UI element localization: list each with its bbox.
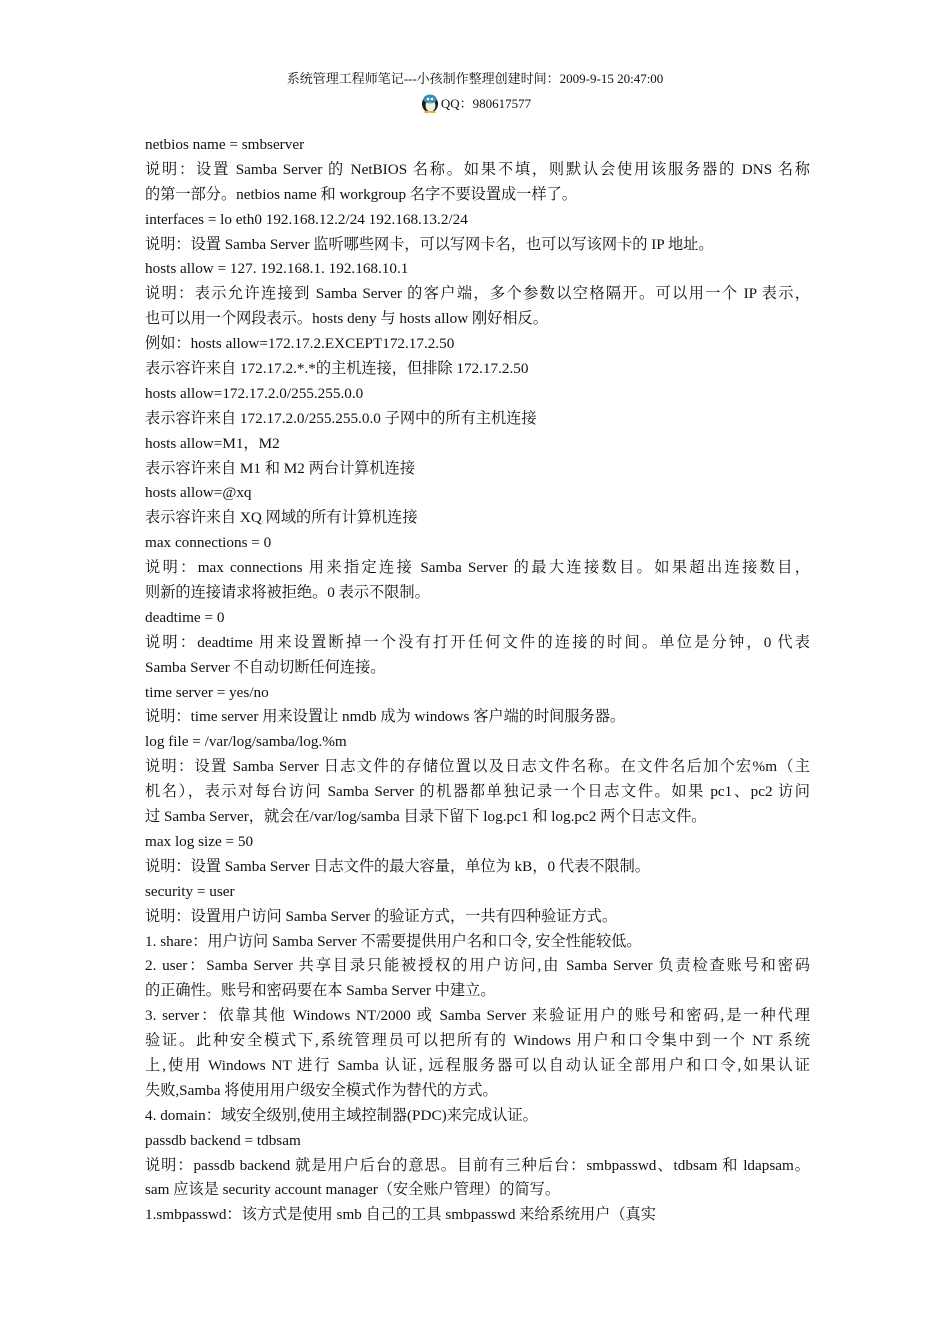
- text-line: 失败,Samba 将使用用户级安全模式作为替代的方式。: [145, 1081, 498, 1099]
- text-line: 表示容许来自 172.17.2.*.*的主机连接，但排除 172.17.2.50: [145, 360, 529, 378]
- text-line: sam 应该是 security account manager（安全账户管理）的简写。: [145, 1181, 561, 1199]
- text-line: 2. user：Samba Server 共享目录只能被授权的用户访问,由 Samba Server 负责检查账号和密码: [145, 957, 810, 975]
- text-line: 说明：max connections 用来指定连接 Samba Server 的最大连接数目。如果超出连接数目，: [145, 559, 810, 577]
- text-line: 说明：time server 用来设置让 nmdb 成为 windows 客户端的时间服务器。: [145, 708, 626, 726]
- text-line: security = user: [145, 882, 235, 900]
- document-body: [145, 133, 810, 1228]
- text-line: 的正确性。账号和密码要在本 Samba Server 中建立。: [145, 982, 496, 1000]
- text-line: max log size = 50: [145, 832, 254, 850]
- text-line: 说明：设置 Samba Server 的 NetBIOS 名称。如果不填，则默认会使用该服务器的 DNS 名称: [145, 160, 810, 178]
- text-line: 机名），表示对每台访问 Samba Server 的机器都单独记录一个日志文件。如果 pc1、pc2 访问: [145, 783, 810, 801]
- text-line: 上,使用 Windows NT 进行 Samba 认证, 远程服务器可以自动认证全部用户和口令,如果认证: [145, 1056, 810, 1074]
- text-line: hosts allow = 127. 192.168.1. 192.168.10.1: [145, 260, 409, 278]
- text-line: passdb backend = tdbsam: [145, 1131, 301, 1149]
- text-line: 3. server：依靠其他 Windows NT/2000 或 Samba Server 来验证用户的账号和密码,是一种代理: [145, 1007, 810, 1025]
- text-line: 说明：设置 Samba Server 日志文件的存储位置以及日志文件名称。在文件名后加个宏%m（主: [145, 758, 810, 776]
- text-line: time server = yes/no: [145, 683, 269, 701]
- text-line: max connections = 0: [145, 534, 272, 552]
- text-line: netbios name = smbserver: [145, 136, 305, 153]
- text-line: 则新的连接请求将被拒绝。0 表示不限制。: [145, 584, 430, 602]
- text-line: 4. domain：域安全级别,使用主域控制器(PDC)来完成认证。: [145, 1106, 538, 1124]
- text-line: deadtime = 0: [145, 608, 225, 626]
- text-line: 说明：设置 Samba Server 日志文件的最大容量，单位为 kB，0 代表不限制。: [145, 857, 650, 875]
- text-line: 过 Samba Server，就会在/var/log/samba 目录下留下 log.pc1 和 log.pc2 两个日志文件。: [145, 808, 707, 826]
- text-line: Samba Server 不自动切断任何连接。: [145, 658, 386, 676]
- text-line: 的第一部分。netbios name 和 workgroup 名字不要设置成一样了。: [145, 185, 577, 203]
- text-line: interfaces = lo eth0 192.168.12.2/24 192.168.13.2/24: [145, 210, 468, 228]
- text-line: hosts allow=172.17.2.0/255.255.0.0: [145, 384, 364, 402]
- text-line: 表示容许来自 M1 和 M2 两台计算机连接: [145, 459, 416, 477]
- text-line: 表示容许来自 172.17.2.0/255.255.0.0 子网中的所有主机连接: [145, 409, 537, 427]
- qq-number: QQ：980617577: [440, 96, 532, 111]
- qq-line: [0, 92, 950, 114]
- text-line: 说明：passdb backend 就是用户后台的意思。目前有三种后台：smbpasswd、tdbsam 和 ldapsam。: [145, 1156, 810, 1174]
- text-line: 表示容许来自 XQ 网域的所有计算机连接: [145, 509, 418, 527]
- text-line: log file = /var/log/samba/log.%m: [145, 733, 347, 751]
- text-line: 说明：设置 Samba Server 监听哪些网卡，可以写网卡名，也可以写该网卡的 IP 地址。: [145, 235, 714, 253]
- text-line: 说明：设置用户访问 Samba Server 的验证方式，一共有四种验证方式。: [145, 907, 618, 925]
- text-line: hosts allow=@xq: [145, 484, 252, 502]
- text-line: 1. share：用户访问 Samba Server 不需要提供用户名和口令, 安全性能较低。: [145, 932, 642, 950]
- text-line: 例如：hosts allow=172.17.2.EXCEPT172.17.2.50: [145, 335, 455, 353]
- text-line: 验证。此种安全模式下,系统管理员可以把所有的 Windows 用户和口令集中到一个 NT 系统: [145, 1032, 810, 1050]
- text-line: 说明：表示允许连接到 Samba Server 的客户端，多个参数以空格隔开。可以用一个 IP 表示，: [145, 285, 810, 303]
- text-line: 说明：deadtime 用来设置断掉一个没有打开任何文件的连接的时间。单位是分钟，0 代表: [145, 633, 810, 651]
- page-header: [0, 70, 950, 88]
- header-title: 系统管理工程师笔记---小孩制作整理创建时间：2009-9-15 20:47:00: [286, 71, 664, 86]
- penguin-icon: [419, 92, 441, 114]
- text-line: 1.smbpasswd：该方式是使用 smb 自己的工具 smbpasswd 来给系统用户（真实: [145, 1206, 656, 1224]
- text-line: 也可以用一个网段表示。hosts deny 与 hosts allow 刚好相反。: [145, 310, 548, 328]
- text-line: hosts allow=M1，M2: [145, 434, 280, 452]
